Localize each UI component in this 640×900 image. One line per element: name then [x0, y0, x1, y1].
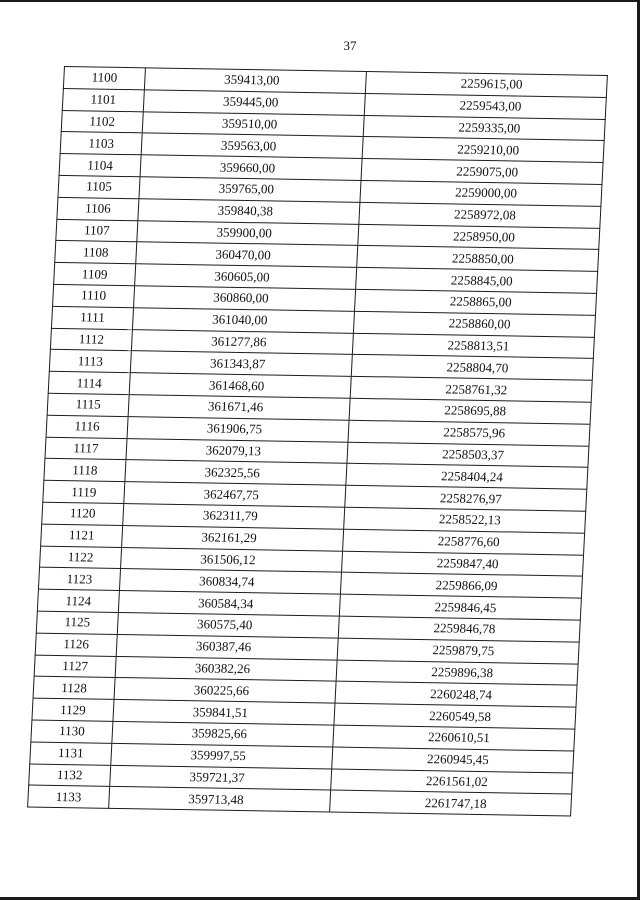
y-coordinate-cell: 2260610,51	[333, 725, 575, 751]
x-coordinate-cell: 360834,74	[119, 569, 341, 594]
y-coordinate-cell: 2259075,00	[361, 159, 603, 185]
y-coordinate-cell: 2261561,02	[331, 769, 573, 795]
point-number-cell: 1101	[62, 88, 144, 111]
x-coordinate-cell: 361040,00	[132, 307, 354, 332]
y-coordinate-cell: 2258503,37	[347, 442, 589, 468]
point-number-cell: 1130	[31, 720, 113, 743]
y-coordinate-cell: 2259615,00	[365, 72, 607, 98]
y-coordinate-cell: 2259846,45	[339, 594, 581, 620]
y-coordinate-cell: 2258845,00	[356, 268, 598, 294]
point-number-cell: 1118	[44, 459, 126, 482]
y-coordinate-cell: 2259847,40	[341, 551, 583, 577]
point-number-cell: 1125	[36, 611, 118, 634]
point-number-cell: 1122	[40, 546, 122, 569]
x-coordinate-cell: 362161,29	[122, 525, 344, 550]
point-number-cell: 1117	[45, 437, 127, 460]
x-coordinate-cell: 359510,00	[142, 111, 364, 136]
x-coordinate-cell: 359563,00	[141, 133, 363, 158]
y-coordinate-cell: 2259000,00	[360, 180, 602, 206]
point-number-cell: 1111	[51, 306, 133, 329]
x-coordinate-cell: 362079,13	[126, 438, 348, 463]
point-number-cell: 1132	[29, 764, 111, 787]
point-number-cell: 1107	[56, 219, 138, 242]
x-coordinate-cell: 359997,55	[111, 743, 333, 768]
point-number-cell: 1108	[55, 241, 137, 264]
point-number-cell: 1103	[60, 132, 142, 155]
point-number-cell: 1109	[54, 263, 136, 286]
point-number-cell: 1123	[38, 567, 120, 590]
scan-edge-top	[0, 0, 640, 2]
y-coordinate-cell: 2259879,75	[337, 638, 579, 664]
point-number-cell: 1116	[46, 415, 128, 438]
x-coordinate-cell: 361671,46	[128, 395, 350, 420]
x-coordinate-cell: 360387,46	[116, 634, 338, 659]
x-coordinate-cell: 359413,00	[144, 68, 366, 93]
y-coordinate-cell: 2259896,38	[336, 660, 578, 686]
coordinates-table	[27, 66, 608, 817]
point-number-cell: 1115	[47, 393, 129, 416]
x-coordinate-cell: 359765,00	[139, 177, 361, 202]
point-number-cell: 1105	[58, 175, 140, 198]
y-coordinate-cell: 2258813,51	[352, 333, 594, 359]
x-coordinate-cell: 362311,79	[123, 503, 345, 528]
x-coordinate-cell: 359841,51	[113, 700, 335, 725]
x-coordinate-cell: 361506,12	[121, 547, 343, 572]
y-coordinate-cell: 2258695,88	[349, 398, 591, 424]
y-coordinate-cell: 2258865,00	[355, 289, 597, 315]
y-coordinate-cell: 2258804,70	[351, 355, 593, 381]
point-number-cell: 1128	[33, 676, 115, 699]
y-coordinate-cell: 2259210,00	[362, 137, 604, 163]
x-coordinate-cell: 359840,38	[138, 199, 360, 224]
x-coordinate-cell: 362325,56	[125, 460, 347, 485]
x-coordinate-cell: 361906,75	[127, 416, 349, 441]
point-number-cell: 1102	[61, 110, 143, 133]
y-coordinate-cell: 2258950,00	[358, 224, 600, 250]
x-coordinate-cell: 359900,00	[137, 220, 359, 245]
point-number-cell: 1129	[32, 698, 114, 721]
point-number-cell: 1127	[34, 655, 116, 678]
x-coordinate-cell: 359825,66	[112, 721, 334, 746]
y-coordinate-cell: 2259335,00	[363, 115, 605, 141]
y-coordinate-cell: 2258575,96	[348, 420, 590, 446]
x-coordinate-cell: 360584,34	[118, 591, 340, 616]
y-coordinate-cell: 2258972,08	[359, 202, 601, 228]
point-number-cell: 1100	[63, 67, 145, 90]
point-number-cell: 1110	[53, 284, 135, 307]
point-number-cell: 1114	[48, 371, 130, 394]
y-coordinate-cell: 2260945,45	[332, 747, 574, 773]
y-coordinate-cell: 2258850,00	[357, 246, 599, 272]
y-coordinate-cell: 2261747,18	[330, 790, 572, 816]
x-coordinate-cell: 359445,00	[143, 90, 365, 115]
point-number-cell: 1126	[35, 633, 117, 656]
point-number-cell: 1106	[57, 197, 139, 220]
x-coordinate-cell: 361277,86	[131, 329, 353, 354]
point-number-cell: 1120	[42, 502, 124, 525]
x-coordinate-cell: 360382,26	[115, 656, 337, 681]
point-number-cell: 1112	[50, 328, 132, 351]
y-coordinate-cell: 2258404,24	[346, 464, 588, 490]
x-coordinate-cell: 360575,40	[117, 612, 339, 637]
x-coordinate-cell: 360605,00	[135, 264, 357, 289]
y-coordinate-cell: 2258776,60	[343, 529, 585, 555]
y-coordinate-cell: 2258522,13	[344, 507, 586, 533]
x-coordinate-cell: 359660,00	[140, 155, 362, 180]
x-coordinate-cell: 360860,00	[134, 286, 356, 311]
point-number-cell: 1119	[43, 480, 125, 503]
x-coordinate-cell: 359713,48	[109, 787, 331, 812]
x-coordinate-cell: 361343,87	[130, 351, 352, 376]
point-number-cell: 1131	[30, 742, 112, 765]
coordinates-table-body	[28, 67, 608, 817]
page-number: 37	[343, 38, 357, 53]
y-coordinate-cell: 2259846,78	[338, 616, 580, 642]
y-coordinate-cell: 2258276,97	[345, 485, 587, 511]
point-number-cell: 1104	[59, 154, 141, 177]
y-coordinate-cell: 2259543,00	[364, 93, 606, 119]
point-number-cell: 1124	[37, 589, 119, 612]
y-coordinate-cell: 2258761,32	[350, 376, 592, 402]
point-number-cell: 1133	[28, 785, 110, 808]
x-coordinate-cell: 359721,37	[110, 765, 332, 790]
point-number-cell: 1113	[49, 350, 131, 373]
y-coordinate-cell: 2259866,09	[340, 572, 582, 598]
point-number-cell: 1121	[41, 524, 123, 547]
y-coordinate-cell: 2258860,00	[353, 311, 595, 337]
y-coordinate-cell: 2260248,74	[335, 681, 577, 707]
x-coordinate-cell: 360470,00	[136, 242, 358, 267]
x-coordinate-cell: 360225,66	[114, 678, 336, 703]
y-coordinate-cell: 2260549,58	[334, 703, 576, 729]
x-coordinate-cell: 361468,60	[129, 373, 351, 398]
x-coordinate-cell: 362467,75	[124, 482, 346, 507]
